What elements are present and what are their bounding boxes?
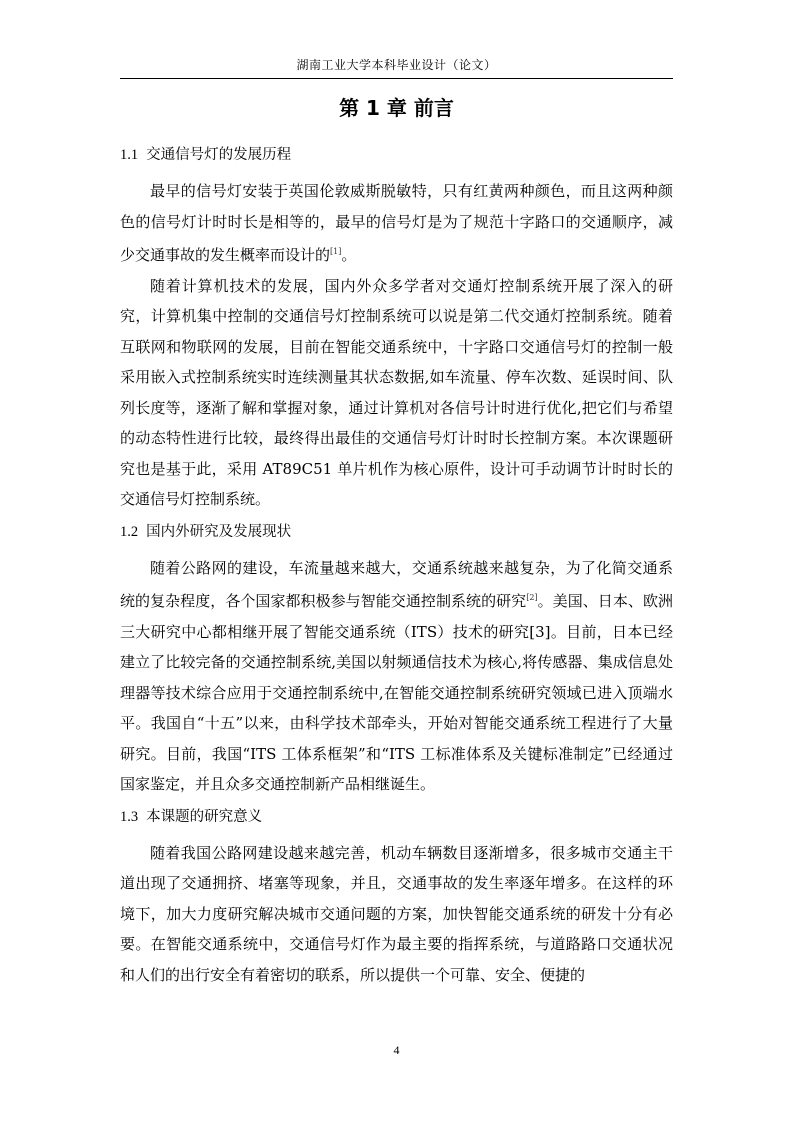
section-title: 交通信号灯的发展历程	[146, 147, 292, 163]
section-heading-1-2	[120, 521, 673, 543]
section-heading-1-3	[120, 806, 673, 828]
section-title: 国内外研究及发展现状	[146, 523, 292, 540]
paragraph: 随着计算机技术的发展，国内外众多学者对交通灯控制系统开展了深入的研究，计算机集中控制的交通信号灯控制系统可以说是第二代交通灯控制系统。随着互联网和物联网的发展，目前在智能交通系统中，十字路口交通信号灯的控制一般采用嵌入式控制系统实时连续测量其状态数据,如车流量、停车次数、延误时间、队列长度等，逐渐了解和掌握对象，通过计算机对各信号计时进行优化,把它们与希望的动态特性进行比较，最终得出最佳的交通信号灯计时时长控制方案。本次课题研究也是基于此，采用 AT89C51 单片机作为核心原件，设计可手动调节计时时长的交通信号灯控制系统。	[120, 276, 673, 508]
page-number: 4	[393, 1043, 400, 1057]
citation-marker: [2]	[526, 593, 538, 602]
chapter-title: 第 1 章 前言	[339, 96, 454, 120]
section-number: 1.1	[120, 147, 139, 163]
section-heading-1-1	[120, 144, 673, 166]
paragraph: 随着公路网的建设，车流量越来越大，交通系统越来越复杂，为了化简交通系统的复杂程度，各个国家都积极参与智能交通控制系统的研究[2]。美国、日本、欧洲三大研究中心都相继开展了智能交通系统（ITS）技术的研究[3]。目前，日本已经建立了比较完备的交通控制系统,美国以射频通信技术为核心,将传感器、集成信息处理器等技术综合应用于交通控制系统中,在智能交通控制系统研究领域已进入顶端水平。我国自“十五”以来，由科学技术部牵头，开始对智能交通系统工程进行了大量研究。目前，我国“ITS 工体系框架”和“ITS 工标准体系及关键标准制定”已经通过国家鉴定，并且众多交通控制新产品相继诞生。	[120, 558, 673, 793]
running-header: 湖南工业大学本科毕业设计（论文）	[296, 58, 497, 72]
section-title: 本课题的研究意义	[146, 808, 263, 825]
paragraph: 随着我国公路网建设越来越完善，机动车辆数目逐渐增多，很多城市交通主干道出现了交通拥挤、堵塞等现象，并且，交通事故的发生率逐年增多。在这样的环境下，加大力度研究解决城市交通问题的方案，加快智能交通系统的研发十分有必要。在智能交通系统中，交通信号灯作为最主要的指挥系统，与道路路口交通状况和人们的出行安全有着密切的联系，所以提供一个可靠、安全、便捷的	[120, 843, 673, 984]
header-rule	[120, 78, 673, 79]
section-number: 1.2	[120, 523, 139, 540]
section-number: 1.3	[120, 808, 139, 825]
page-body	[120, 90, 673, 990]
citation-marker: [1]	[330, 247, 342, 256]
paragraph: 最早的信号灯安装于英国伦敦威斯脱敏特，只有红黄两种颜色，而且这两种颜色的信号灯计时时长是相等的，最早的信号灯是为了规范十字路口的交通顺序，减少交通事故的发生概率而设计的[1]。	[120, 182, 673, 264]
